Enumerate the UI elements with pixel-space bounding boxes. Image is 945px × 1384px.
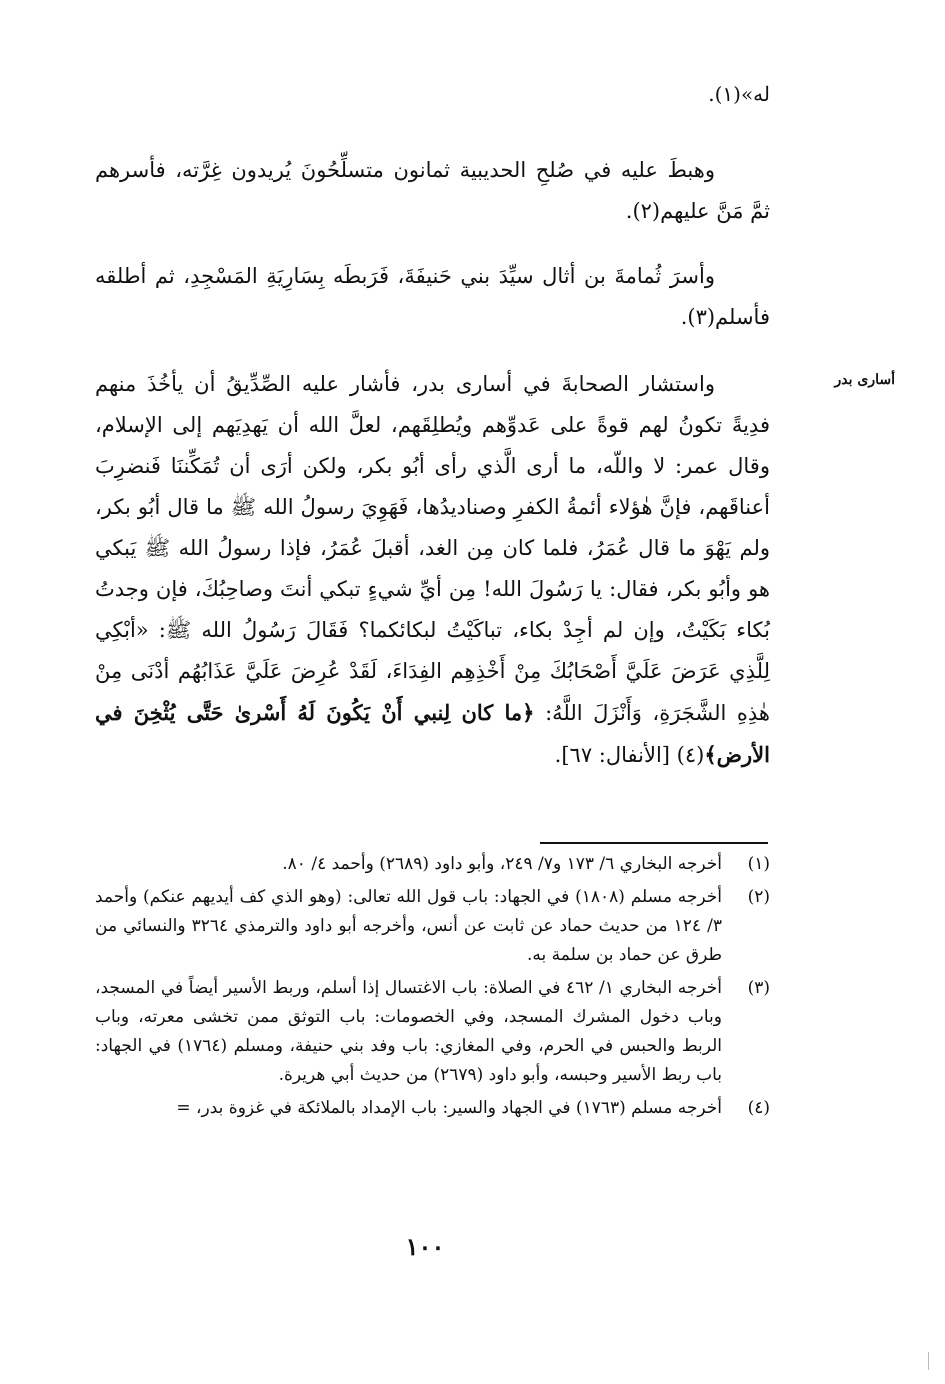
footnote-1 xyxy=(95,850,770,879)
footnote-number: (١) xyxy=(747,854,770,874)
footnote-text: أخرجه مسلم (١٧٦٣) في الجهاد والسير: باب الإمداد بالملائكة في غزوة بدر، = xyxy=(176,1098,722,1118)
footnote-4 xyxy=(95,1094,770,1123)
carryover-line: له»(١). xyxy=(708,82,770,106)
quran-verse: ﴿ما كان لِنبي أَنْ يَكُونَ لَهُ أَسْرىٰ حَتَّى يُثْخِنَ في الأرض﴾ xyxy=(95,700,770,767)
footnote-text: أخرجه مسلم (١٨٠٨) في الجهاد: باب قول الله تعالى: (وهو الذي كف أيديهم عنكم) وأحمد ٣/ ١٢٤ من حديث حماد عن ثابت عن أنس، وأخرجه أبو داود والترمذي ٣٢٦٤ والنسائي من طرق عن حماد بن سلمة به. xyxy=(95,887,723,965)
verse-reference: (٤) [الأنفال: ٦٧]. xyxy=(554,743,705,767)
paragraph-hudaybiyyah: وهبطَ عليه في صُلحِ الحديبية ثمانون متسلِّحُونَ يُريدون غِرَّته، فأسرهم ثمَّ مَنَّ عليهم(٢). xyxy=(95,158,770,223)
footnotes xyxy=(95,850,770,1127)
margin-note: أسارى بدر xyxy=(834,372,895,388)
footnote-separator xyxy=(540,842,768,844)
paragraph-badr-captives xyxy=(95,364,770,776)
footnote-number: (٢) xyxy=(747,887,770,907)
footnote-number: (٤) xyxy=(747,1098,770,1118)
footnote-2 xyxy=(95,883,770,970)
paragraph-badr-text: واستشار الصحابةَ في أسارى بدر، فأشار عليه الصِّدِّيقُ أن يأخُذَ منهم فدِيةً تكونُ لهم قوةً على عَدوِّهم ويُطلِقَهم، لعلَّ الله أن يَهدِيَهم إلى الإسلام، وقال عمر: لا واللّه، ما أرى الَّذي رأى أبُو بكر، ولكن أرَى أن تُمَكِّننَا فَنضرِبَ أعناقَهم، فإنَّ هٰؤلاء أئمةُ الكفرِ وصناديدُها، فَهَوِيَ رسولُ الله ﷺ ما قال أبُو بكر، ولم يَهْوَ ما قال عُمَرُ، فلما كان مِن الغد، أقبلَ عُمَرُ، فإذا رسولُ الله ﷺ يَبكي هو وأبُو بكر، فقال: يا رَسُولَ الله! مِن أيِّ شيءٍ تبكي أنتَ وصاحِبُكَ، فإن وجدتُ بُكاء بَكَيْتُ، وإن لم أجِدْ بكاء، تباكَيْتُ لبكائكما؟ فَقَالَ رَسُولُ الله ﷺ: «أبْكِي لِلَّذِي عَرَضَ عَلَيَّ أَصْحَابُكَ مِنْ أَخْذِهِم الفِدَاءَ، لَقَدْ عُرِضَ عَلَيَّ عَذَابُهُم أدْنَى مِنْ هٰذِهِ الشَّجَرَةِ، وَأَنْزَلَ اللَّهُ: xyxy=(95,372,770,725)
footnote-text: أخرجه البخاري ٦/ ١٧٣ و٧/ ٢٤٩، وأبو داود (٢٦٨٩) وأحمد ٤/ ٨٠. xyxy=(282,854,722,874)
page-number: ١٠٠ xyxy=(405,1232,445,1261)
scan-edge-mark xyxy=(928,1352,929,1370)
footnote-text: أخرجه البخاري ١/ ٤٦٢ في الصلاة: باب الاغتسال إذا أسلم، وربط الأسير أيضاً في المسجد، وباب دخول المشرك المسجد، وفي الخصومات: باب التوثق ممن تخشى معرته، وباب الربط والحبس في الحرم، وفي المغازي: باب وفد بني حنيفة، ومسلم (١٧٦٤) في الجهاد: باب ربط الأسير وحبسه، وأبو داود (٢٦٧٩) من حديث أبي هريرة. xyxy=(95,978,722,1085)
footnote-number: (٣) xyxy=(747,978,770,998)
paragraph-thumamah: وأسرَ ثُمامةَ بن أثال سيِّدَ بني حَنيفَةَ، فَرَبطَه بِسَارِيَةِ المَسْجِدِ، ثم أطلقه فأسلم(٣). xyxy=(95,264,770,329)
footnote-3 xyxy=(95,974,770,1090)
